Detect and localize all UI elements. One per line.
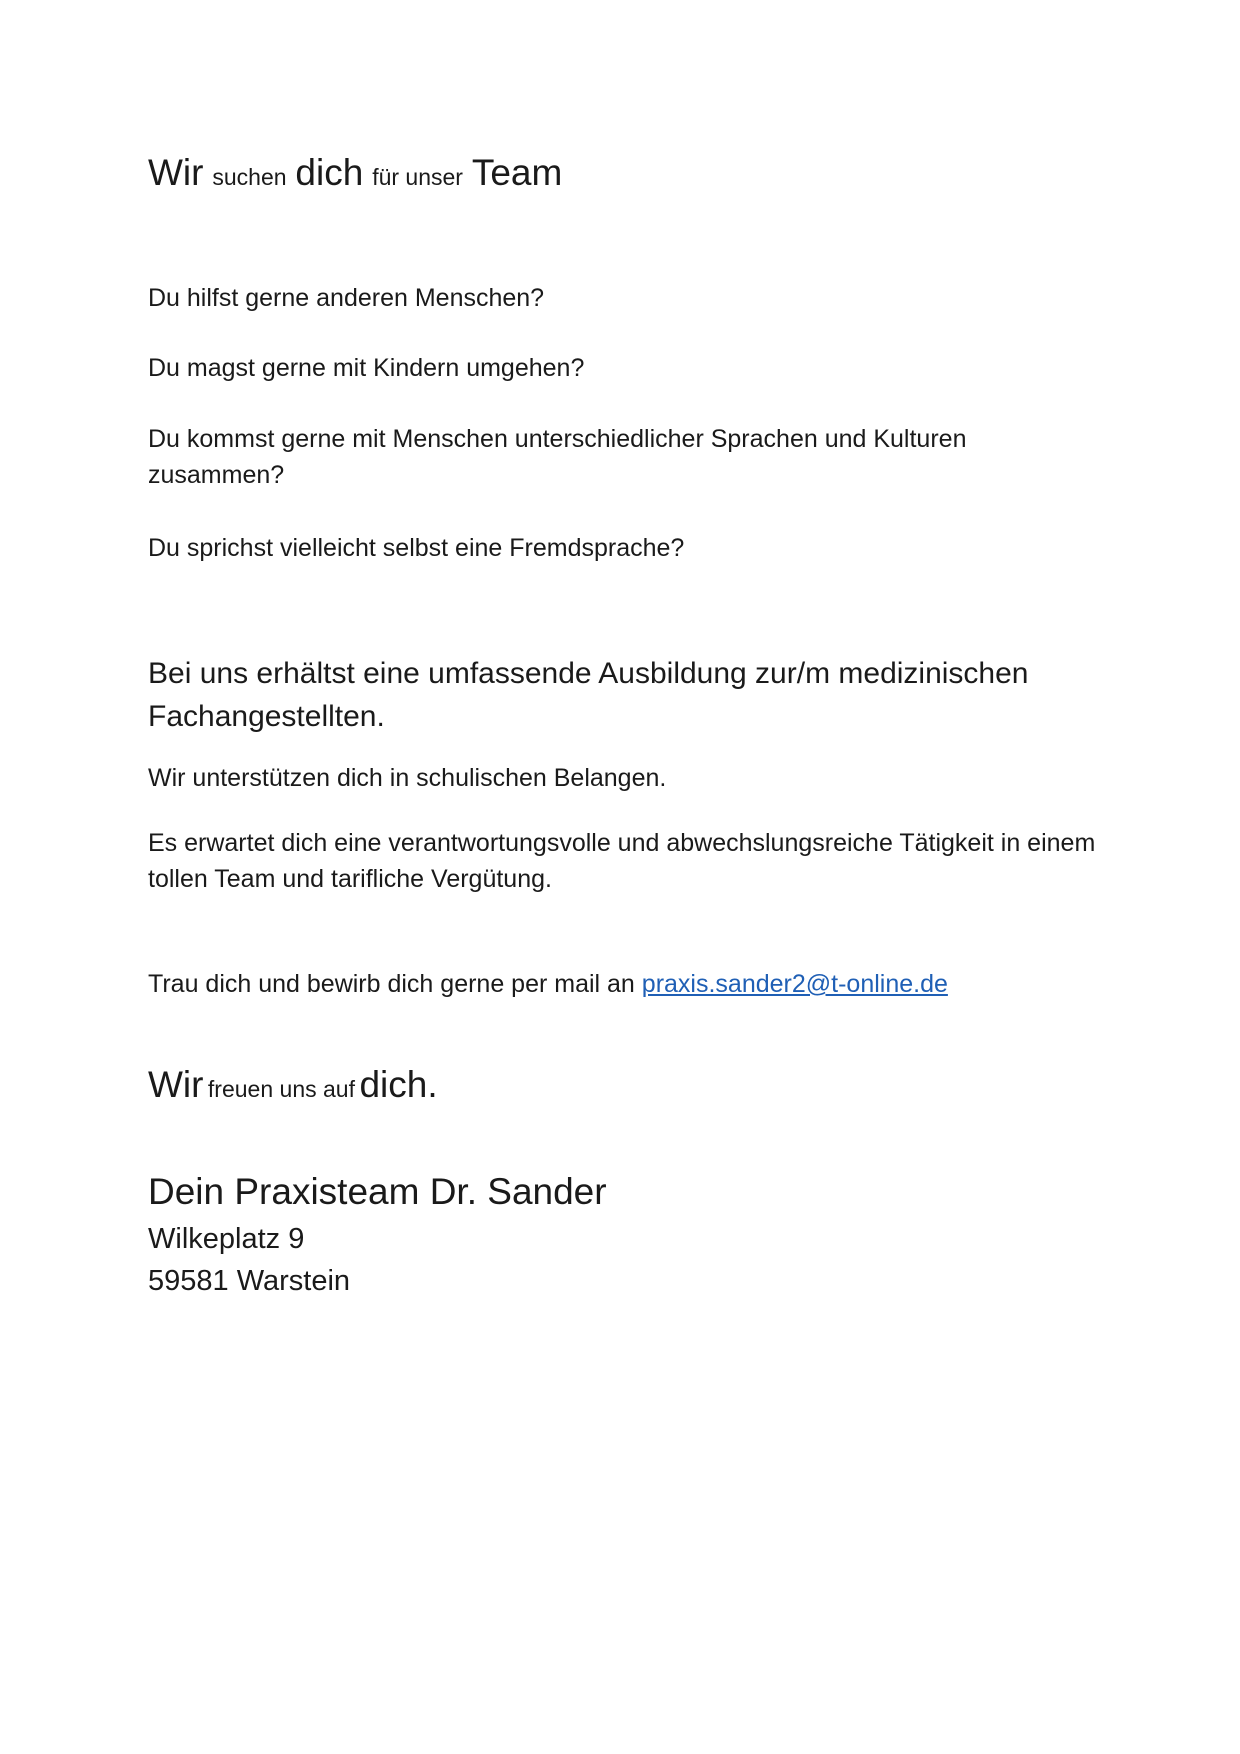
application-text: Trau dich und bewirb dich gerne per mail an <box>148 970 642 998</box>
closing-word-freuen: freuen uns auf <box>207 1076 355 1102</box>
address-city: 59581 Warstein <box>148 1265 351 1297</box>
address-street: Wilkeplatz 9 <box>148 1223 305 1255</box>
question-cultures: Du kommst gerne mit Menschen unterschiedlicher Sprachen und Kulturen zusammen? <box>148 425 967 489</box>
question-language: Du sprichst vielleicht selbst eine Fremdsprache? <box>148 534 685 562</box>
signature-name: Dein Praxisteam Dr. Sander <box>148 1171 607 1212</box>
headline-word-fuer-unser: für unser <box>372 164 463 190</box>
school-support: Wir unterstützen dich in schulischen Belangen. <box>148 764 667 792</box>
closing-line <box>148 1060 438 1118</box>
headline-word-team: Team <box>471 152 563 193</box>
training-offer: Bei uns erhältst eine umfassende Ausbildung zur/m medizinischen Fachangestellten. <box>148 657 1029 733</box>
question-helping: Du hilfst gerne anderen Menschen? <box>148 284 545 312</box>
headline-word-dich: dich <box>295 152 364 193</box>
headline-word-wir: Wir <box>148 152 204 193</box>
job-expectation: Es erwartet dich eine verantwortungsvolle und abwechslungsreiche Tätigkeit in einem tollen Team und tarifliche Vergütung. <box>148 829 1096 893</box>
headline <box>148 148 562 202</box>
application-line <box>148 966 1108 1002</box>
question-children: Du magst gerne mit Kindern umgehen? <box>148 354 585 382</box>
closing-word-dich: dich. <box>359 1064 438 1105</box>
closing-word-wir: Wir <box>148 1064 204 1105</box>
headline-word-suchen: suchen <box>212 164 287 190</box>
email-link[interactable]: praxis.sander2@t-online.de <box>641 970 948 998</box>
